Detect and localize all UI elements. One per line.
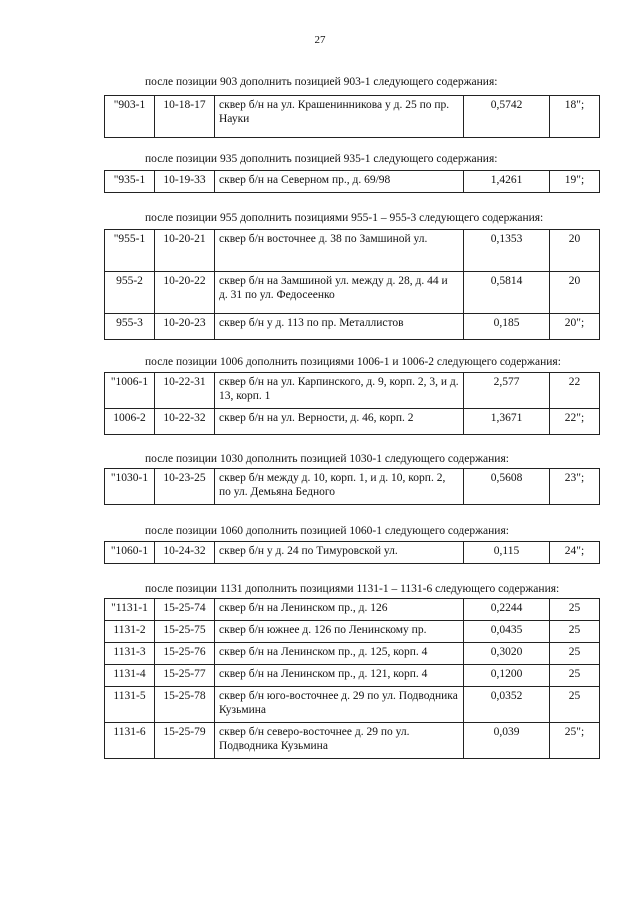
object-description: сквер б/н у д. 24 по Тимуровской ул. bbox=[215, 542, 464, 564]
table-row bbox=[105, 599, 600, 621]
object-code: 10-19-33 bbox=[155, 171, 215, 193]
object-description: сквер б/н на ул. Верности, д. 46, корп. 2 bbox=[215, 409, 464, 435]
district-number: 22 bbox=[550, 373, 600, 409]
object-area: 2,577 bbox=[464, 373, 550, 409]
section-intro: после позиции 1006 дополнить позициями 1006-1 и 1006-2 следующего содержания: bbox=[145, 356, 561, 368]
object-area: 0,5814 bbox=[464, 272, 550, 314]
position-number: 955-2 bbox=[105, 272, 155, 314]
object-code: 10-20-22 bbox=[155, 272, 215, 314]
section-intro: после позиции 1030 дополнить позицией 1030-1 следующего содержания: bbox=[145, 453, 509, 465]
position-number: "935-1 bbox=[105, 171, 155, 193]
object-code: 10-22-31 bbox=[155, 373, 215, 409]
position-number: "1006-1 bbox=[105, 373, 155, 409]
position-number: 955-3 bbox=[105, 314, 155, 340]
object-area: 1,4261 bbox=[464, 171, 550, 193]
object-area: 0,185 bbox=[464, 314, 550, 340]
table-row bbox=[105, 542, 600, 564]
district-number: 20"; bbox=[550, 314, 600, 340]
position-number: 1131-2 bbox=[105, 621, 155, 643]
object-code: 15-25-74 bbox=[155, 599, 215, 621]
district-number: 23"; bbox=[550, 469, 600, 505]
object-area: 0,1200 bbox=[464, 665, 550, 687]
table-row bbox=[105, 409, 600, 435]
position-number: "955-1 bbox=[105, 230, 155, 272]
object-code: 10-20-21 bbox=[155, 230, 215, 272]
object-area: 0,1353 bbox=[464, 230, 550, 272]
table-row bbox=[105, 723, 600, 759]
object-area: 0,5742 bbox=[464, 96, 550, 138]
object-area: 0,0435 bbox=[464, 621, 550, 643]
position-number: 1131-6 bbox=[105, 723, 155, 759]
table-row bbox=[105, 96, 600, 138]
table-row bbox=[105, 621, 600, 643]
district-number: 25"; bbox=[550, 723, 600, 759]
positions-table bbox=[104, 372, 600, 435]
section-intro: после позиции 903 дополнить позицией 903-1 следующего содержания: bbox=[145, 76, 498, 88]
position-number: "903-1 bbox=[105, 96, 155, 138]
object-description: сквер б/н у д. 113 по пр. Металлистов bbox=[215, 314, 464, 340]
position-number: 1131-3 bbox=[105, 643, 155, 665]
object-description: сквер б/н на ул. Крашенинникова у д. 25 по пр. Науки bbox=[215, 96, 464, 138]
object-code: 10-22-32 bbox=[155, 409, 215, 435]
object-description: сквер б/н на Ленинском пр., д. 126 bbox=[215, 599, 464, 621]
object-area: 0,039 bbox=[464, 723, 550, 759]
district-number: 25 bbox=[550, 599, 600, 621]
district-number: 19"; bbox=[550, 171, 600, 193]
object-area: 0,5608 bbox=[464, 469, 550, 505]
section-intro: после позиции 1131 дополнить позициями 1131-1 – 1131-6 следующего содержания: bbox=[145, 583, 560, 595]
object-description: сквер б/н восточнее д. 38 по Замшиной ул. bbox=[215, 230, 464, 272]
positions-table bbox=[104, 95, 600, 138]
district-number: 25 bbox=[550, 665, 600, 687]
object-code: 10-20-23 bbox=[155, 314, 215, 340]
section-intro: после позиции 935 дополнить позицией 935-1 следующего содержания: bbox=[145, 153, 498, 165]
object-code: 15-25-76 bbox=[155, 643, 215, 665]
object-description: сквер б/н юго-восточнее д. 29 по ул. Подводника Кузьмина bbox=[215, 687, 464, 723]
position-number: 1131-4 bbox=[105, 665, 155, 687]
object-area: 0,2244 bbox=[464, 599, 550, 621]
positions-table bbox=[104, 541, 600, 564]
object-description: сквер б/н между д. 10, корп. 1, и д. 10, корп. 2, по ул. Демьяна Бедного bbox=[215, 469, 464, 505]
table-row bbox=[105, 469, 600, 505]
district-number: 20 bbox=[550, 230, 600, 272]
district-number: 22"; bbox=[550, 409, 600, 435]
object-code: 15-25-79 bbox=[155, 723, 215, 759]
section-intro: после позиции 955 дополнить позициями 955-1 – 955-3 следующего содержания: bbox=[145, 212, 544, 224]
object-code: 15-25-75 bbox=[155, 621, 215, 643]
object-description: сквер б/н на Замшиной ул. между д. 28, д. 44 и д. 31 по ул. Федосеенко bbox=[215, 272, 464, 314]
table-row bbox=[105, 373, 600, 409]
page-number: 27 bbox=[314, 34, 326, 46]
object-area: 0,3020 bbox=[464, 643, 550, 665]
table-row bbox=[105, 272, 600, 314]
object-description: сквер б/н на ул. Карпинского, д. 9, корп. 2, 3, и д. 13, корп. 1 bbox=[215, 373, 464, 409]
position-number: "1131-1 bbox=[105, 599, 155, 621]
position-number: 1006-2 bbox=[105, 409, 155, 435]
object-code: 15-25-78 bbox=[155, 687, 215, 723]
section-intro: после позиции 1060 дополнить позицией 1060-1 следующего содержания: bbox=[145, 525, 509, 537]
table-row bbox=[105, 171, 600, 193]
district-number: 18"; bbox=[550, 96, 600, 138]
positions-table bbox=[104, 229, 600, 340]
positions-table bbox=[104, 170, 600, 193]
table-row bbox=[105, 643, 600, 665]
object-area: 0,0352 bbox=[464, 687, 550, 723]
object-code: 10-23-25 bbox=[155, 469, 215, 505]
object-code: 10-24-32 bbox=[155, 542, 215, 564]
positions-table bbox=[104, 468, 600, 505]
district-number: 25 bbox=[550, 687, 600, 723]
position-number: 1131-5 bbox=[105, 687, 155, 723]
table-row bbox=[105, 687, 600, 723]
district-number: 25 bbox=[550, 643, 600, 665]
district-number: 24"; bbox=[550, 542, 600, 564]
table-row bbox=[105, 665, 600, 687]
object-area: 1,3671 bbox=[464, 409, 550, 435]
district-number: 25 bbox=[550, 621, 600, 643]
object-description: сквер б/н северо-восточнее д. 29 по ул. Подводника Кузьмина bbox=[215, 723, 464, 759]
positions-table bbox=[104, 598, 600, 759]
object-description: сквер б/н на Ленинском пр., д. 121, корп. 4 bbox=[215, 665, 464, 687]
object-description: сквер б/н южнее д. 126 по Ленинскому пр. bbox=[215, 621, 464, 643]
table-row bbox=[105, 314, 600, 340]
position-number: "1030-1 bbox=[105, 469, 155, 505]
district-number: 20 bbox=[550, 272, 600, 314]
object-description: сквер б/н на Ленинском пр., д. 125, корп. 4 bbox=[215, 643, 464, 665]
position-number: "1060-1 bbox=[105, 542, 155, 564]
object-description: сквер б/н на Северном пр., д. 69/98 bbox=[215, 171, 464, 193]
table-row bbox=[105, 230, 600, 272]
object-code: 15-25-77 bbox=[155, 665, 215, 687]
object-code: 10-18-17 bbox=[155, 96, 215, 138]
object-area: 0,115 bbox=[464, 542, 550, 564]
